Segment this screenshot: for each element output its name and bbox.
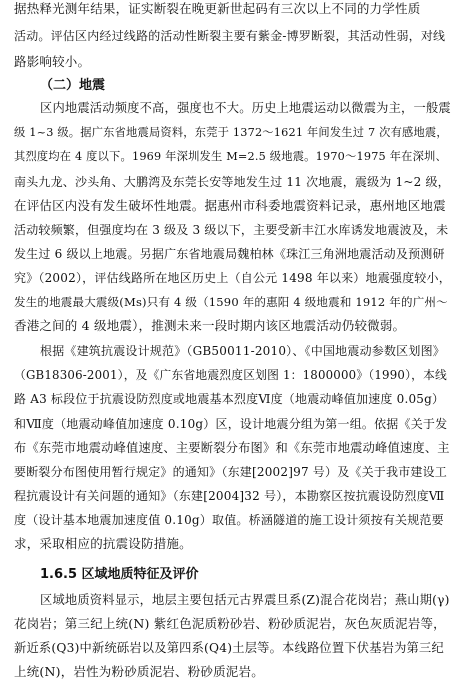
para-line: 花岗岩；第三纪上统(N) 紫红色泥质粉砂岩、粉砂质泥岩，灰色灰质泥岩等， — [14, 616, 446, 631]
section-heading-1-6-5: 1.6.5 区域地质特征及评价 — [40, 567, 199, 582]
para-line: 发生的地震最大震级(Ms)只有 4 级（1590 年的惠阳 4 级地震和 1912 年的广州～ — [14, 295, 448, 309]
para-line: 程抗震设计有关问题的通知》（东建[2004]32 号），本勘察区按抗震设防烈度Ⅶ — [14, 489, 445, 503]
para-line: 区内地震活动频度不高，强度也不大。历史上地震运动以微震为主，一般震 — [40, 101, 451, 115]
para-line: 和Ⅶ度（地震动峰值加速度 0.10g）区，设计地震分组为第一组。依据《关于发 — [14, 417, 448, 431]
para-line: （GB18306-2001），及《广东省地震烈度区划图 1：1800000》（1990），本线 — [14, 368, 447, 382]
para-line: 据热释光测年结果，证实断裂在晚更新世起码有三次以上不同的力学性质 — [14, 1, 421, 16]
para-line: 香港之间的 4 级地震），推测未来一段时期内该区地震活动仍较微弱。 — [14, 318, 406, 333]
para-line: 在评估区内没有发生破坏性地震。据惠州市科委地震资料记录，惠州地区地震 — [14, 198, 446, 213]
para-line: 布《东莞市地震动峰值速度、主要断裂分布图》和《东莞市地震动峰值速度、主 — [14, 441, 450, 455]
para-line: 路影响较小。 — [14, 54, 91, 69]
section-heading-earthquake: （二）地震 — [40, 78, 106, 93]
para-line: 其烈度均在 4 度以下。1969 年深圳发生 M=2.5 级地震。1970～1975 年在深圳、 — [14, 150, 447, 163]
para-line: 度（设计基本地震加速度值 0.10g）取值。桥涵隧道的施工设计须按有关规范要 — [14, 513, 444, 527]
para-line: 根据《建筑抗震设计规范》（GB50011-2010）、《中国地震动参数区划图》 — [40, 344, 445, 358]
para-line: 要断裂分布图使用暂行规定》的通知》（东建[2002]97 号）及《关于我市建设工 — [14, 465, 447, 479]
para-line: 区域地质资料显示，地层主要包括元古界震旦系(Z)混合花岗岩；燕山期(γ) — [40, 593, 450, 607]
para-line: 上统(N)，岩性为粉砂质泥岩、粉砂质泥岩。 — [14, 664, 264, 679]
para-line: 发生过 6 级以上地震。另据广东省地震局魏柏林《珠江三角洲地震活动及预测研 — [14, 247, 445, 261]
para-line: 求，采取相应的抗震设防措施。 — [14, 536, 192, 551]
para-line: 活动较频繁，但强度均在 3 级及 3 级以下，主要受新丰江水库诱发地震波及，未 — [14, 223, 449, 237]
para-line: 南头九龙、沙头角、大鹏湾及东莞长安等地发生过 11 次地震，震级为 1~2 级， — [14, 175, 450, 189]
para-line: 活动。评估区内经过线路的活动性断裂主要有紫金-博罗断裂，其活动性弱，对线 — [14, 29, 446, 43]
para-line: 究》（2002），评估线路所在地区历史上（自公元 1498 年以来）地震强度较小， — [14, 271, 451, 285]
para-line: 路 A3 标段位于抗震设防烈度或地震基本烈度Ⅵ度（地震动峰值加速度 0.05g） — [14, 392, 445, 406]
para-line: 新近系(Q3)中新统砾岩以及第四系(Q4)土层等。本线路位置下伏基岩为第三纪 — [14, 641, 444, 655]
para-line: 级 1~3 级。据广东省地震局资料，东莞于 1372～1621 年间发生过 7 次有感地震， — [14, 126, 448, 139]
